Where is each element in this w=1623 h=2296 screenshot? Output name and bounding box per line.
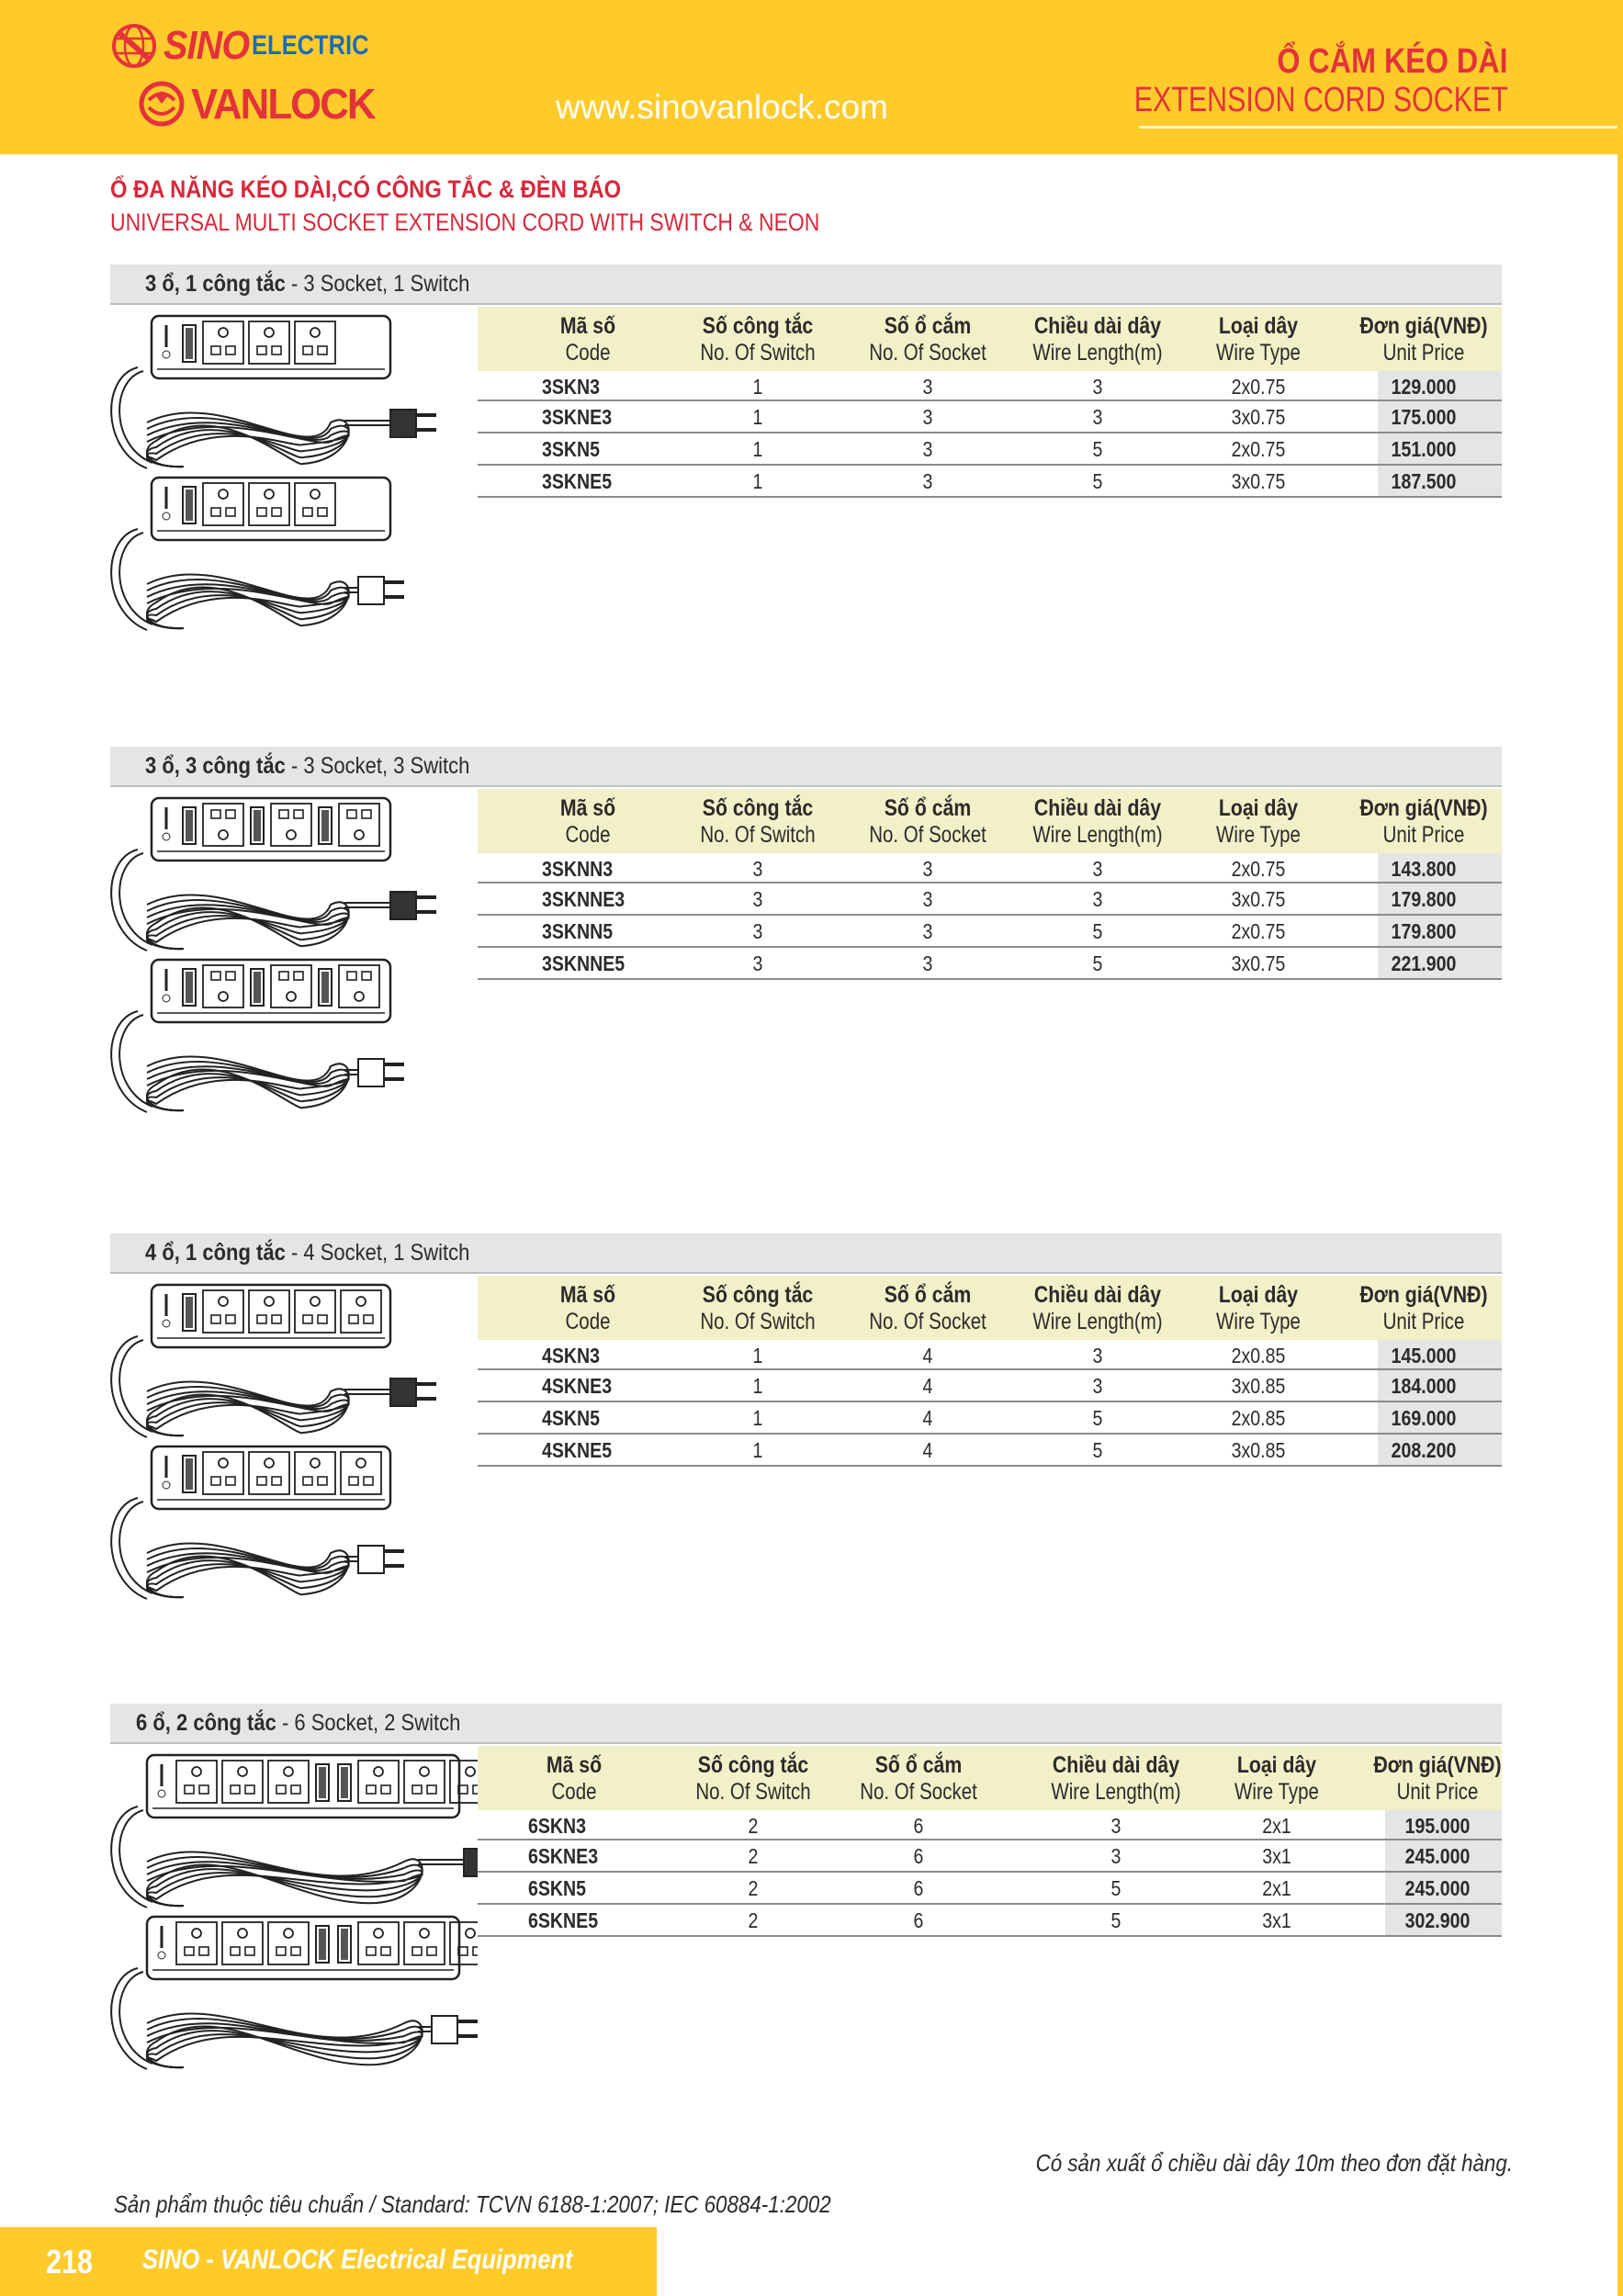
cell-length: 3 — [1092, 857, 1103, 881]
cell-code: 6SKN3 — [528, 1814, 587, 1838]
cell-wire: 2x0.75 — [1231, 857, 1286, 881]
column-header — [482, 1751, 666, 1805]
cell-socket: 4 — [922, 1406, 933, 1430]
column-header-en: Code — [565, 340, 611, 366]
column-header-en: Wire Type — [1216, 340, 1301, 366]
column-header — [1346, 1751, 1529, 1805]
cell-wire: 3x0.75 — [1231, 887, 1286, 911]
cell-wire: 2x0.75 — [1231, 919, 1286, 943]
cell-price: 129.000 — [1391, 375, 1457, 399]
cell-socket: 6 — [913, 1908, 924, 1932]
coiled-cord — [111, 367, 436, 468]
group-title-vn: 3 ổ, 3 công tắc — [145, 753, 286, 779]
us-plug — [358, 577, 384, 604]
column-header-vn: Đơn giá(VNĐ) — [1359, 1282, 1488, 1308]
cell-length: 3 — [1092, 405, 1103, 429]
cell-switch: 1 — [752, 1344, 763, 1367]
cell-length: 3 — [1092, 1374, 1103, 1398]
price-table — [478, 789, 1502, 980]
power-strip-illustration — [110, 312, 478, 661]
title-underline — [1139, 126, 1617, 129]
brand-logo — [110, 18, 404, 138]
table-header — [478, 1746, 1502, 1810]
cell-length: 3 — [1092, 375, 1103, 399]
cell-length: 3 — [1110, 1844, 1121, 1868]
cell-wire: 2x1 — [1262, 1876, 1291, 1900]
column-header — [1006, 312, 1189, 366]
cell-code: 4SKN5 — [542, 1406, 601, 1430]
column-header-vn: Chiều dài dây — [1033, 795, 1162, 821]
cell-wire: 2x0.85 — [1231, 1344, 1286, 1367]
cell-wire: 3x0.75 — [1231, 405, 1286, 429]
column-header-vn: Chiều dài dây — [1052, 1752, 1180, 1778]
column-header-en: Code — [551, 1779, 597, 1805]
table-body — [478, 853, 1502, 980]
column-header — [1167, 794, 1350, 848]
cell-socket: 3 — [922, 437, 933, 461]
cell-length: 5 — [1092, 951, 1103, 975]
cell-code: 3SKNE5 — [542, 469, 613, 493]
column-header-en: Wire Length(m) — [1032, 1309, 1163, 1334]
power-strip-body — [152, 798, 390, 861]
column-header-en: Wire Type — [1234, 1779, 1319, 1805]
cell-socket: 4 — [922, 1344, 933, 1367]
table-header — [478, 1276, 1502, 1340]
cell-price: 221.900 — [1391, 951, 1457, 975]
group-title-en: - 4 Socket, 1 Switch — [285, 1240, 470, 1266]
coiled-cord — [111, 1498, 404, 1599]
coiled-cord — [111, 1336, 436, 1437]
column-header-en: Code — [565, 822, 611, 848]
column-header-en: No. Of Socket — [869, 1309, 986, 1334]
custom-length-note: Có sản xuất ổ chiều dài dây 10m theo đơn đặt hàng. — [1035, 2149, 1513, 2177]
column-header — [1006, 1281, 1189, 1334]
cell-code: 4SKN3 — [542, 1344, 601, 1367]
table-row — [478, 1905, 1502, 1937]
cell-length: 5 — [1092, 437, 1103, 461]
column-header-en: No. Of Switch — [700, 822, 816, 848]
column-header-en: No. Of Switch — [700, 340, 816, 366]
cell-price: 145.000 — [1391, 1344, 1457, 1367]
column-header-en: Wire Length(m) — [1032, 822, 1163, 848]
cell-switch: 1 — [752, 1406, 763, 1430]
power-strip-body — [147, 1755, 478, 1818]
table-header — [478, 307, 1502, 371]
column-header-en: Code — [565, 1309, 611, 1334]
column-header — [1185, 1751, 1369, 1805]
group-title-en: - 6 Socket, 2 Switch — [276, 1710, 461, 1736]
column-header-en: Unit Price — [1382, 1309, 1465, 1334]
section-title-en: UNIVERSAL MULTI SOCKET EXTENSION CORD WITH SWITCH & NEON — [110, 208, 820, 236]
cell-code: 6SKNE3 — [528, 1844, 599, 1868]
table-row — [478, 1435, 1502, 1467]
column-header-en: Wire Type — [1216, 1309, 1301, 1334]
column-header-vn: Mã số — [546, 1752, 603, 1778]
column-header-vn: Số công tắc — [702, 1282, 814, 1308]
cell-price: 195.000 — [1404, 1814, 1471, 1838]
cell-price: 179.800 — [1391, 887, 1457, 911]
brand-vanlock: VANLOCK — [191, 80, 375, 128]
cell-code: 3SKNN5 — [542, 919, 614, 943]
column-header — [836, 794, 1020, 848]
power-strip-body — [147, 1917, 478, 1979]
column-header-vn: Số ổ cắm — [884, 313, 972, 339]
group-title-vn: 4 ổ, 1 công tắc — [145, 1240, 286, 1266]
us-plug — [358, 1546, 384, 1573]
cell-length: 5 — [1092, 1438, 1103, 1462]
group-title — [145, 271, 469, 298]
price-table — [478, 307, 1502, 498]
brand-electric: ELECTRIC — [251, 30, 369, 61]
column-header — [1167, 312, 1350, 366]
cell-socket: 3 — [922, 919, 933, 943]
coiled-cord — [111, 850, 436, 951]
group-title-vn: 3 ổ, 1 công tắc — [145, 271, 286, 297]
column-header-en: Wire Length(m) — [1032, 340, 1163, 366]
column-header — [661, 1751, 845, 1805]
cell-socket: 3 — [922, 857, 933, 881]
table-row — [478, 1340, 1502, 1370]
cell-length: 3 — [1092, 1344, 1103, 1367]
page-number: 218 — [46, 2243, 94, 2280]
cell-price: 245.000 — [1404, 1876, 1471, 1900]
cell-switch: 1 — [752, 375, 763, 399]
cell-switch: 3 — [752, 951, 763, 975]
eu-plug — [464, 1849, 478, 1876]
cell-wire: 3x1 — [1262, 1908, 1291, 1932]
footer-text: SINO - VANLOCK Electrical Equipment — [142, 2245, 573, 2275]
cell-code: 4SKNE5 — [542, 1438, 613, 1462]
table-header — [478, 789, 1502, 853]
group-header-bar — [110, 1704, 1502, 1744]
column-header — [1006, 794, 1189, 848]
power-strip-illustration — [110, 794, 478, 1143]
table-row — [478, 466, 1502, 498]
column-header — [1332, 794, 1516, 848]
group-title-en: - 3 Socket, 1 Switch — [285, 271, 470, 297]
group-header-bar — [110, 747, 1502, 787]
vanlock-emblem-icon — [138, 80, 186, 128]
standard-note: Sản phẩm thuộc tiêu chuẩn / Standard: TCVN 6188-1:2007; IEC 60884-1:2002 — [114, 2190, 831, 2218]
cell-price: 143.800 — [1391, 857, 1457, 881]
cell-wire: 2x1 — [1262, 1814, 1291, 1838]
cell-switch: 2 — [748, 1876, 759, 1900]
column-header-vn: Đơn giá(VNĐ) — [1359, 313, 1488, 339]
group-header-bar — [110, 1233, 1502, 1274]
cell-socket: 6 — [913, 1814, 924, 1838]
cell-wire: 2x0.75 — [1231, 437, 1286, 461]
column-header-en: Wire Type — [1216, 822, 1301, 848]
table-body — [478, 1810, 1502, 1937]
column-header-en: Unit Price — [1396, 1779, 1479, 1805]
cell-length: 3 — [1110, 1814, 1121, 1838]
cell-socket: 3 — [922, 405, 933, 429]
table-row — [478, 916, 1502, 948]
cell-socket: 3 — [922, 951, 933, 975]
eu-plug — [390, 892, 416, 919]
column-header-en: No. Of Socket — [860, 1779, 977, 1805]
cell-socket: 6 — [913, 1876, 924, 1900]
column-header — [666, 794, 850, 848]
cell-price: 184.000 — [1391, 1374, 1457, 1398]
cell-price: 179.800 — [1391, 919, 1457, 943]
cell-socket: 3 — [922, 469, 933, 493]
cell-code: 4SKNE3 — [542, 1374, 613, 1398]
right-edge-strip — [1617, 0, 1623, 2296]
group-title-en: - 3 Socket, 3 Switch — [285, 753, 470, 779]
cell-socket: 3 — [922, 887, 933, 911]
eu-plug — [390, 1379, 416, 1406]
vanlock-logo — [138, 79, 384, 129]
cell-code: 3SKNN3 — [542, 857, 614, 881]
page-title-en: EXTENSION CORD SOCKET — [1133, 81, 1508, 119]
cell-code: 3SKNNE3 — [542, 887, 626, 911]
cell-switch: 1 — [752, 469, 763, 493]
column-header — [496, 1281, 680, 1334]
cell-length: 5 — [1092, 1406, 1103, 1430]
cell-socket: 4 — [922, 1374, 933, 1398]
column-header-vn: Mã số — [559, 1282, 616, 1308]
price-table — [478, 1746, 1502, 1937]
brand-sino: SINO — [163, 23, 250, 68]
cell-switch: 1 — [752, 437, 763, 461]
coiled-cord — [111, 529, 404, 630]
cell-switch: 2 — [748, 1908, 759, 1932]
group-header-bar — [110, 264, 1502, 305]
cell-length: 5 — [1110, 1876, 1121, 1900]
column-header-en: Wire Length(m) — [1051, 1779, 1181, 1805]
website-url[interactable]: www.sinovanlock.com — [556, 88, 888, 126]
cell-wire: 2x0.85 — [1231, 1406, 1286, 1430]
cell-switch: 2 — [748, 1814, 759, 1838]
footer-bar — [0, 2227, 657, 2296]
column-header-vn: Số ổ cắm — [884, 1282, 972, 1308]
power-strip-body — [152, 1285, 390, 1347]
cell-wire: 3x0.75 — [1231, 469, 1286, 493]
page-title-vn: Ổ CẮM KÉO DÀI — [1277, 42, 1508, 81]
cell-wire: 3x0.75 — [1231, 951, 1286, 975]
cell-price: 208.200 — [1391, 1438, 1457, 1462]
column-header-vn: Số công tắc — [702, 313, 814, 339]
cell-switch: 3 — [752, 857, 763, 881]
cell-wire: 3x1 — [1262, 1844, 1291, 1868]
cell-price: 175.000 — [1391, 405, 1457, 429]
column-header — [666, 312, 850, 366]
column-header-vn: Đơn giá(VNĐ) — [1373, 1752, 1502, 1778]
cell-switch: 1 — [752, 405, 763, 429]
column-header — [1024, 1751, 1208, 1805]
table-row — [478, 853, 1502, 884]
column-header — [836, 1281, 1020, 1334]
column-header-en: Unit Price — [1382, 340, 1465, 366]
cell-price: 187.500 — [1391, 469, 1457, 493]
column-header-vn: Chiều dài dây — [1033, 313, 1162, 339]
column-header — [1167, 1281, 1350, 1334]
column-header-vn: Đơn giá(VNĐ) — [1359, 795, 1488, 821]
cell-code: 3SKNNE5 — [542, 951, 626, 975]
cell-switch: 2 — [748, 1844, 759, 1868]
group-title — [145, 753, 469, 780]
globe-icon — [110, 22, 158, 70]
cell-code: 6SKN5 — [528, 1876, 587, 1900]
section-title-vn: Ổ ĐA NĂNG KÉO DÀI,CÓ CÔNG TẮC & ĐÈN BÁO — [110, 175, 622, 203]
cell-price: 169.000 — [1391, 1406, 1457, 1430]
column-header-vn: Mã số — [559, 795, 616, 821]
column-header-en: Unit Price — [1382, 822, 1465, 848]
coiled-cord — [111, 1011, 404, 1112]
group-title — [145, 1240, 469, 1266]
column-header-en: No. Of Switch — [700, 1309, 816, 1334]
cell-socket: 4 — [922, 1438, 933, 1462]
column-header — [666, 1281, 850, 1334]
table-row — [478, 1810, 1502, 1840]
cell-price: 151.000 — [1391, 437, 1457, 461]
column-header-vn: Số công tắc — [702, 795, 814, 821]
cell-code: 3SKN3 — [542, 375, 601, 399]
table-row — [478, 401, 1502, 433]
column-header-vn: Loại dây — [1218, 1282, 1299, 1308]
cell-length: 5 — [1092, 919, 1103, 943]
column-header-vn: Số công tắc — [697, 1752, 809, 1778]
page-header — [0, 0, 1623, 154]
table-body — [478, 1340, 1502, 1467]
table-row — [478, 1840, 1502, 1873]
column-header-vn: Mã số — [559, 313, 616, 339]
table-row — [478, 1402, 1502, 1435]
cell-wire: 3x0.85 — [1231, 1438, 1286, 1462]
power-strip-body — [152, 478, 390, 540]
cell-code: 3SKN5 — [542, 437, 601, 461]
cell-code: 6SKNE5 — [528, 1908, 599, 1932]
group-title — [136, 1710, 460, 1737]
cell-price: 302.900 — [1404, 1908, 1471, 1932]
column-header — [496, 312, 680, 366]
column-header — [1332, 1281, 1516, 1334]
table-body — [478, 371, 1502, 498]
cell-price: 245.000 — [1404, 1844, 1471, 1868]
cell-switch: 1 — [752, 1438, 763, 1462]
column-header-en: No. Of Socket — [869, 822, 986, 848]
power-strip-illustration — [110, 1751, 478, 2100]
table-row — [478, 1370, 1502, 1402]
cell-length: 3 — [1092, 887, 1103, 911]
cell-length: 5 — [1092, 469, 1103, 493]
cell-wire: 3x0.85 — [1231, 1374, 1286, 1398]
cell-code: 3SKNE3 — [542, 405, 613, 429]
cell-switch: 1 — [752, 1374, 763, 1398]
table-row — [478, 1873, 1502, 1905]
column-header — [1332, 312, 1516, 366]
column-header-en: No. Of Switch — [695, 1779, 811, 1805]
column-header-en: No. Of Socket — [869, 340, 986, 366]
table-row — [478, 948, 1502, 980]
power-strip-body — [152, 1446, 390, 1509]
price-table — [478, 1276, 1502, 1467]
power-strip-body — [152, 316, 390, 378]
cell-wire: 2x0.75 — [1231, 375, 1286, 399]
cell-socket: 3 — [922, 375, 933, 399]
column-header — [836, 312, 1020, 366]
column-header — [496, 794, 680, 848]
cell-length: 5 — [1110, 1908, 1121, 1932]
column-header — [827, 1751, 1010, 1805]
eu-plug — [390, 410, 416, 437]
column-header-vn: Loại dây — [1218, 795, 1299, 821]
column-header-vn: Số ổ cắm — [874, 1752, 963, 1778]
table-row — [478, 433, 1502, 466]
coiled-cord — [111, 1968, 478, 2069]
us-plug — [358, 1059, 384, 1086]
table-row — [478, 371, 1502, 401]
column-header-vn: Loại dây — [1218, 313, 1299, 339]
sino-electric-logo — [110, 22, 389, 70]
table-row — [478, 884, 1502, 916]
us-plug — [432, 2016, 457, 2043]
power-strip-illustration — [110, 1281, 478, 1630]
column-header-vn: Loại dây — [1236, 1752, 1317, 1778]
power-strip-body — [152, 960, 390, 1022]
cell-switch: 3 — [752, 919, 763, 943]
cell-socket: 6 — [913, 1844, 924, 1868]
group-title-vn: 6 ổ, 2 công tắc — [136, 1710, 276, 1736]
coiled-cord — [111, 1806, 478, 1908]
column-header-vn: Chiều dài dây — [1033, 1282, 1162, 1308]
cell-switch: 3 — [752, 887, 763, 911]
column-header-vn: Số ổ cắm — [884, 795, 972, 821]
